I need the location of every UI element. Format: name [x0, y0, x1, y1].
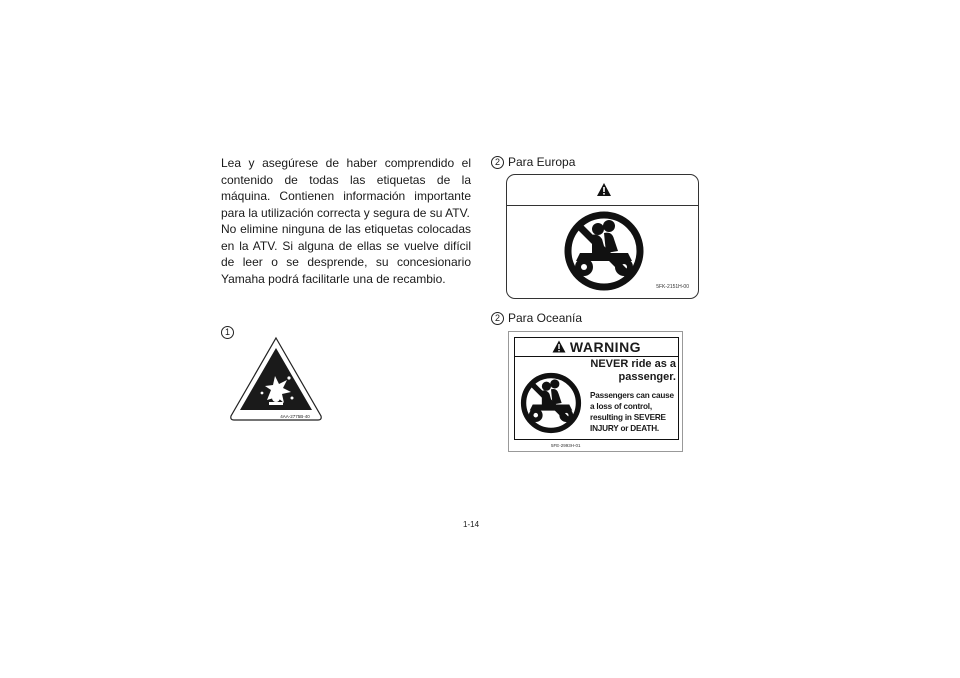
europe-caption — [491, 155, 575, 169]
page-number: 1-14 — [463, 520, 480, 529]
intro-paragraph: Lea y asegúrese de haber comprendido el contenido de todas las etiquetas de la máquina. Contienen información importante para la utilización correcta y segura de su ATV. — [221, 156, 471, 220]
no-passenger-icon — [562, 209, 646, 293]
warning-triangle-icon — [552, 340, 566, 353]
oceania-caption-text: Para Oceanía — [508, 311, 583, 325]
never-line-2: passenger. — [618, 371, 676, 383]
warning-heading: WARNING — [569, 339, 642, 355]
europe-label — [506, 174, 699, 299]
no-passenger-icon — [519, 371, 583, 435]
label-1-code: 4AA-2775B-40 — [280, 414, 310, 419]
label-1-marker: 1 — [221, 326, 234, 339]
warning-triangle-icon — [596, 182, 612, 197]
detail-line: resulting in SEVERE — [590, 413, 666, 422]
oceania-caption — [491, 311, 582, 325]
explosion-warning-label — [229, 336, 323, 422]
europe-caption-text: Para Europa — [508, 155, 576, 169]
oceania-label — [508, 331, 683, 452]
never-line-1: NEVER ride as a — [590, 358, 676, 370]
oceania-marker: 2 — [491, 312, 504, 325]
detail-line: a loss of control, — [590, 402, 652, 411]
warning-details — [590, 390, 680, 434]
oceania-code: 5FE-2993H-01 — [551, 443, 581, 448]
europe-marker: 2 — [491, 156, 504, 169]
detail-line: INJURY or DEATH. — [590, 424, 659, 433]
warning-band — [515, 338, 678, 357]
detail-line: Passengers can cause — [590, 391, 674, 400]
europe-code: 5FK-2151H-00 — [656, 284, 689, 290]
removal-paragraph: No elimine ninguna de las etiquetas colocadas en la ATV. Si alguna de ellas se vuelve difícil de leer o se desprende, su concesionario Yamaha podrá facilitarle una de recambio. — [221, 222, 471, 286]
never-ride-text — [571, 358, 676, 384]
